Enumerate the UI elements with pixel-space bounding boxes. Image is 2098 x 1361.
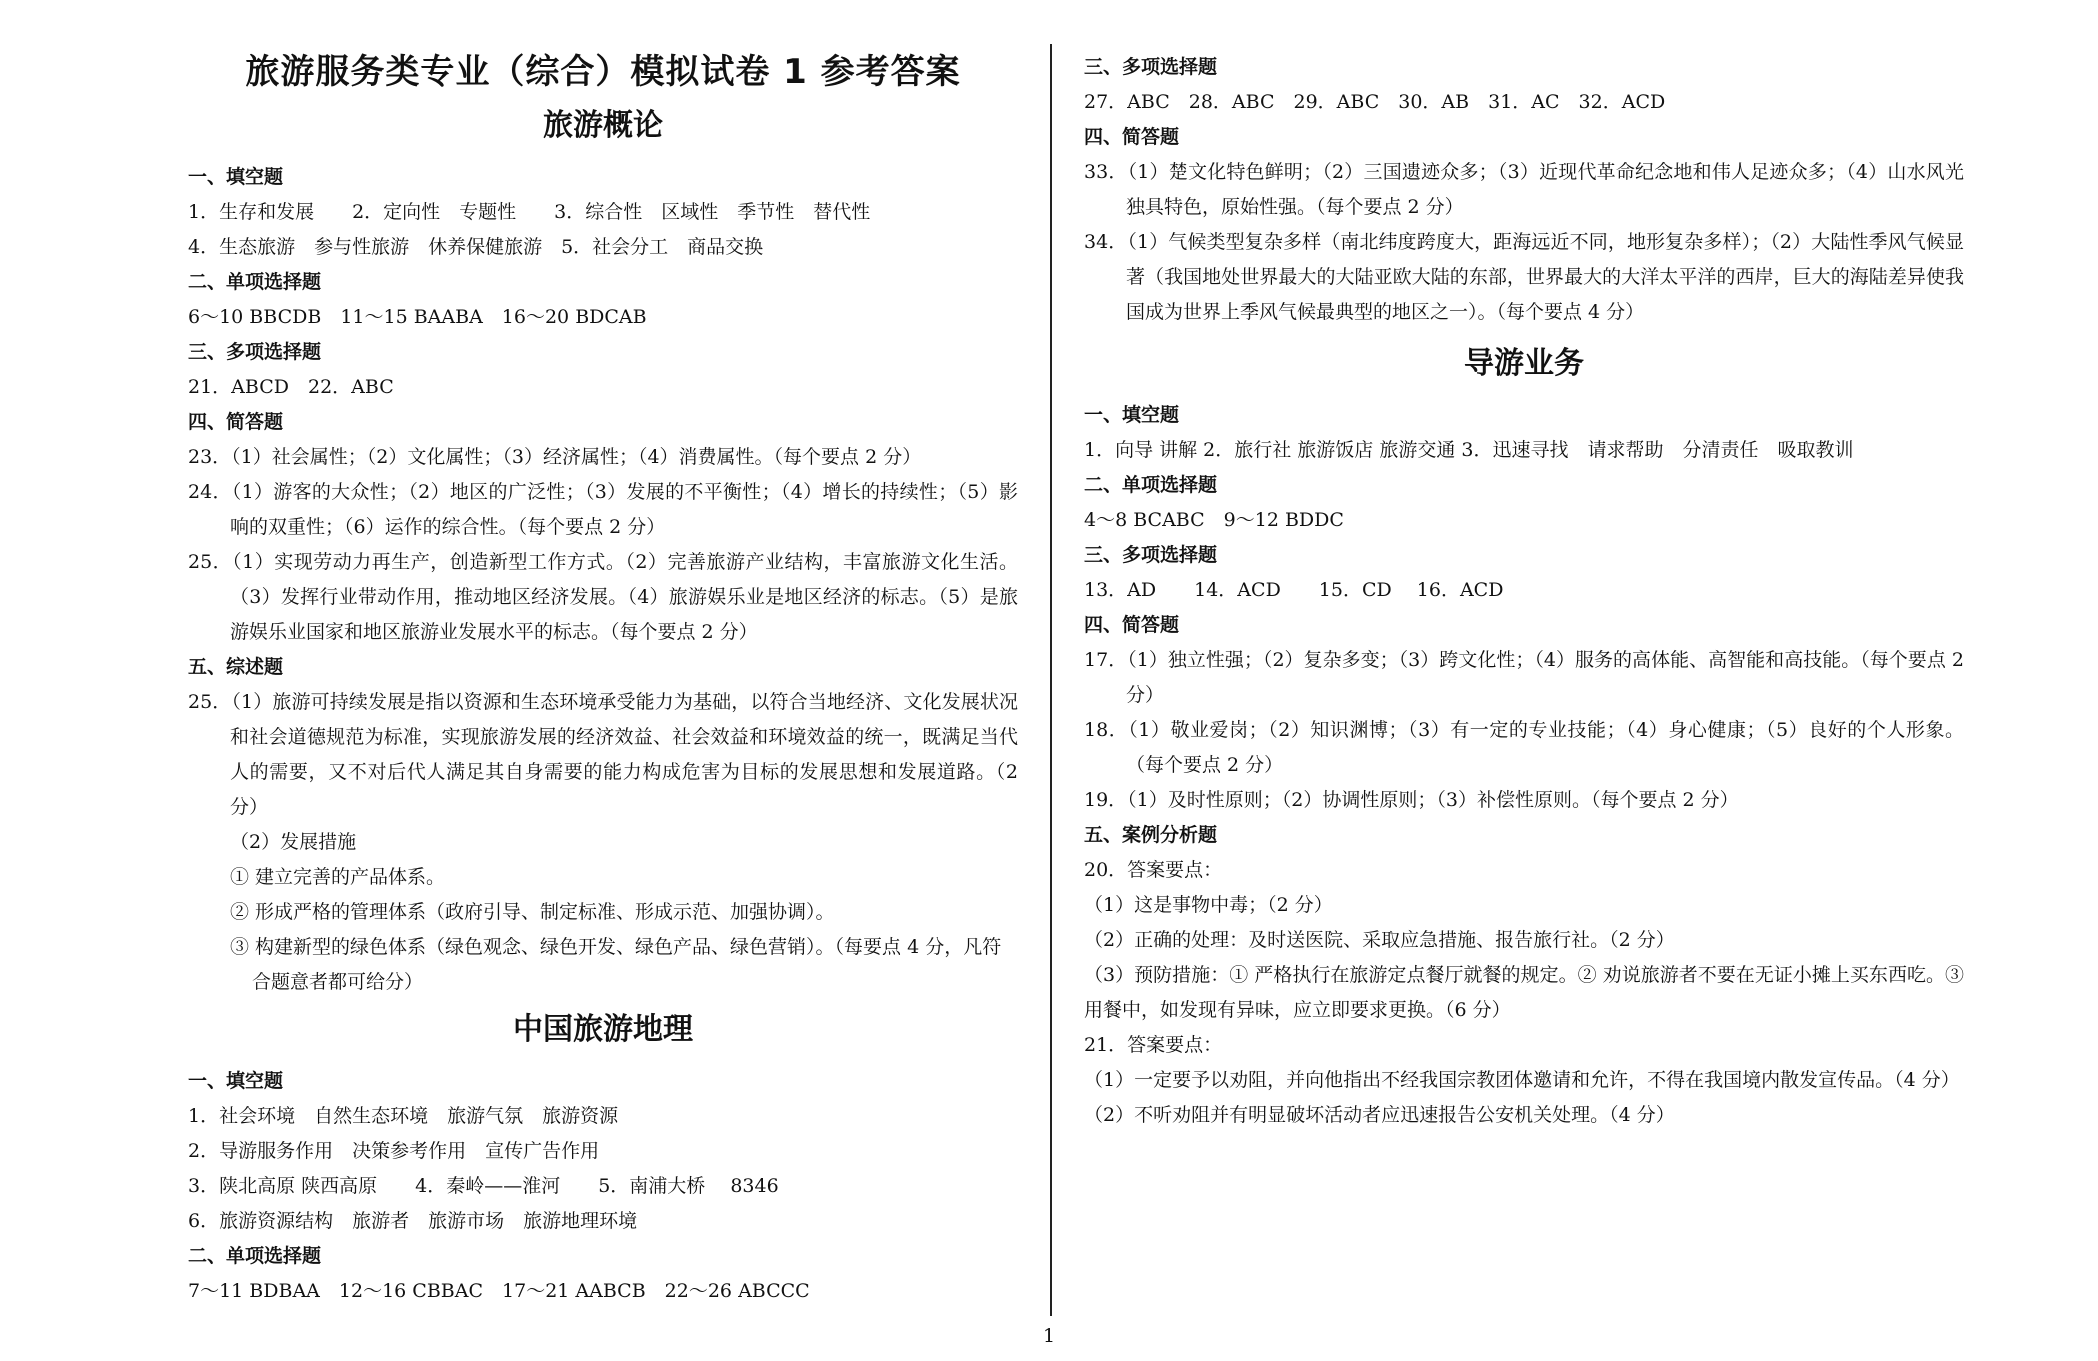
answer-paragraph: 25．（1）实现劳动力再生产，创造新型工作方式。（2）完善旅游产业结构，丰富旅游文化生活。（3）发挥行业带动作用，推动地区经济发展。（4）旅游娱乐业是地区经济的标志。（5）是旅游娱乐业国家和地区旅游业发展水平的标志。（每个要点 2 分）	[188, 551, 1018, 643]
column-divider	[1050, 44, 1052, 1316]
answer-list-item: （2）正确的处理：及时送医院、采取应急措施、报告旅行社。（2 分）	[1084, 929, 1675, 951]
section-heading: 三、多项选择题	[188, 341, 322, 363]
answer-line: 1．社会环境 自然生态环境 旅游气氛 旅游资源	[188, 1105, 619, 1127]
answer-list-item: （2）不听劝阻并有明显破坏活动者应迅速报告公安机关处理。（4 分）	[1084, 1104, 1675, 1126]
section-heading: 一、填空题	[188, 1070, 284, 1092]
answer-paragraph	[1044, 433, 1964, 468]
answer-line: 21．ABCD 22．ABC	[188, 376, 394, 398]
answer-list-item: ② 形成严格的管理体系（政府引导、制定标准、形成示范、加强协调）。	[230, 901, 835, 923]
section-heading: 四、简答题	[1084, 126, 1180, 148]
answer-line: 6．旅游资源结构 旅游者 旅游市场 旅游地理环境	[188, 1210, 638, 1232]
section-heading: 三、多项选择题	[1084, 56, 1218, 78]
answer-line: 2．导游服务作用 决策参考作用 宣传广告作用	[188, 1140, 600, 1162]
answer-list-item: ③ 构建新型的绿色体系（绿色观念、绿色开发、绿色产品、绿色营销）。（每要点 4 分，凡符合题意者都可给分）	[230, 936, 1002, 993]
answer-list-item: （1）这是事物中毒；（2 分）	[1084, 894, 1333, 916]
answer-paragraph: 25．（1）旅游可持续发展是指以资源和生态环境承受能力为基础，以符合当地经济、文化发展状况和社会道德规范为标准，实现旅游发展的经济效益、社会效益和环境效益的统一，既满足当代人的需要，又不对后代人满足其自身需要的能力构成危害为目标的发展思想和发展道路。（2 分）	[188, 691, 1018, 818]
section-heading: 四、简答题	[1084, 614, 1180, 636]
section-heading: 一、填空题	[1084, 404, 1180, 426]
left-column	[188, 40, 1018, 1309]
section-heading: 五、案例分析题	[1084, 824, 1218, 846]
subject-title-guide-business: 导游业务	[1464, 346, 1584, 381]
answer-paragraph: 19．（1）及时性原则；（2）协调性原则；（3）补偿性原则。（每个要点 2 分）	[1084, 789, 1739, 811]
answer-text: 1．向导 讲解 2．旅行社 旅游饭店 旅游交通 3．迅速寻找 请求帮助 分清责任 吸取教训	[1084, 439, 1854, 461]
answer-line: 13．AD 14．ACD 15．CD 16．ACD	[1084, 579, 1504, 601]
right-column	[1084, 50, 1964, 1133]
answer-subheading: （2）发展措施	[230, 831, 357, 853]
answer-paragraph: 24．（1）游客的大众性；（2）地区的广泛性；（3）发展的不平衡性；（4）增长的持续性；（5）影响的双重性；（6）运作的综合性。（每个要点 2 分）	[188, 481, 1018, 538]
answer-line: 20．答案要点：	[1084, 859, 1223, 881]
answer-paragraph: 18．（1）敬业爱岗；（2）知识渊博；（3）有一定的专业技能；（4）身心健康；（5）良好的个人形象。（每个要点 2 分）	[1084, 719, 1964, 776]
answer-line: 3．陕北高原 陕西高原 4．秦岭——淮河 5．南浦大桥 8346	[188, 1175, 779, 1197]
section-heading: 一、填空题	[188, 166, 284, 188]
answer-paragraph: 33．（1）楚文化特色鲜明；（2）三国遗迹众多；（3）近现代革命纪念地和伟人足迹众多；（4）山水风光独具特色，原始性强。（每个要点 2 分）	[1084, 161, 1964, 218]
answer-list-item: ① 建立完善的产品体系。	[230, 866, 446, 888]
subject-title-china-geography: 中国旅游地理	[513, 1012, 693, 1047]
answer-list-item: （1）一定要予以劝阻，并向他指出不经我国宗教团体邀请和允许，不得在我国境内散发宣传品。（4 分）	[1084, 1069, 1960, 1091]
page-number: 1	[1042, 1325, 1056, 1347]
answer-line: 1．生存和发展 2．定向性 专题性 3．综合性 区域性 季节性 替代性	[188, 201, 871, 223]
document-title: 旅游服务类专业（综合）模拟试卷 1 参考答案	[245, 52, 961, 92]
answer-line: 4．生态旅游 参与性旅游 休养保健旅游 5．社会分工 商品交换	[188, 236, 764, 258]
answer-line: 21．答案要点：	[1084, 1034, 1223, 1056]
answer-paragraph: 17．（1）独立性强；（2）复杂多变；（3）跨文化性；（4）服务的高体能、高智能和高技能。（每个要点 2 分）	[1084, 649, 1964, 706]
answer-line: 27．ABC 28．ABC 29．ABC 30．AB 31．AC 32．ACD	[1084, 91, 1666, 113]
section-heading: 五、综述题	[188, 656, 284, 678]
section-heading: 二、单项选择题	[188, 1245, 322, 1267]
answer-line: 6～10 BBCDB 11～15 BAABA 16～20 BDCAB	[188, 306, 647, 328]
answer-paragraph: 34．（1）气候类型复杂多样（南北纬度跨度大，距海远近不同，地形复杂多样）；（2）大陆性季风气候显著（我国地处世界最大的大陆亚欧大陆的东部，世界最大的大洋太平洋的西岸，巨大的海陆差异使我国成为世界上季风气候最典型的地区之一）。（每个要点 4 分）	[1084, 231, 1964, 323]
section-heading: 二、单项选择题	[188, 271, 322, 293]
answer-line: 7～11 BDBAA 12～16 CBBAC 17～21 AABCB 22～26 ABCCC	[188, 1280, 810, 1302]
section-heading: 四、简答题	[188, 411, 284, 433]
section-heading: 三、多项选择题	[1084, 544, 1218, 566]
section-heading: 二、单项选择题	[1084, 474, 1218, 496]
answer-list-item: （3）预防措施：① 严格执行在旅游定点餐厅就餐的规定。② 劝说旅游者不要在无证小摊上买东西吃。③ 用餐中，如发现有异味，应立即要求更换。（6 分）	[1084, 964, 1964, 1021]
subject-title-tourism-intro: 旅游概论	[543, 108, 663, 143]
answer-line: 4～8 BCABC 9～12 BDDC	[1084, 509, 1344, 531]
answer-paragraph: 23．（1）社会属性；（2）文化属性；（3）经济属性；（4）消费属性。（每个要点 2 分）	[188, 446, 922, 468]
